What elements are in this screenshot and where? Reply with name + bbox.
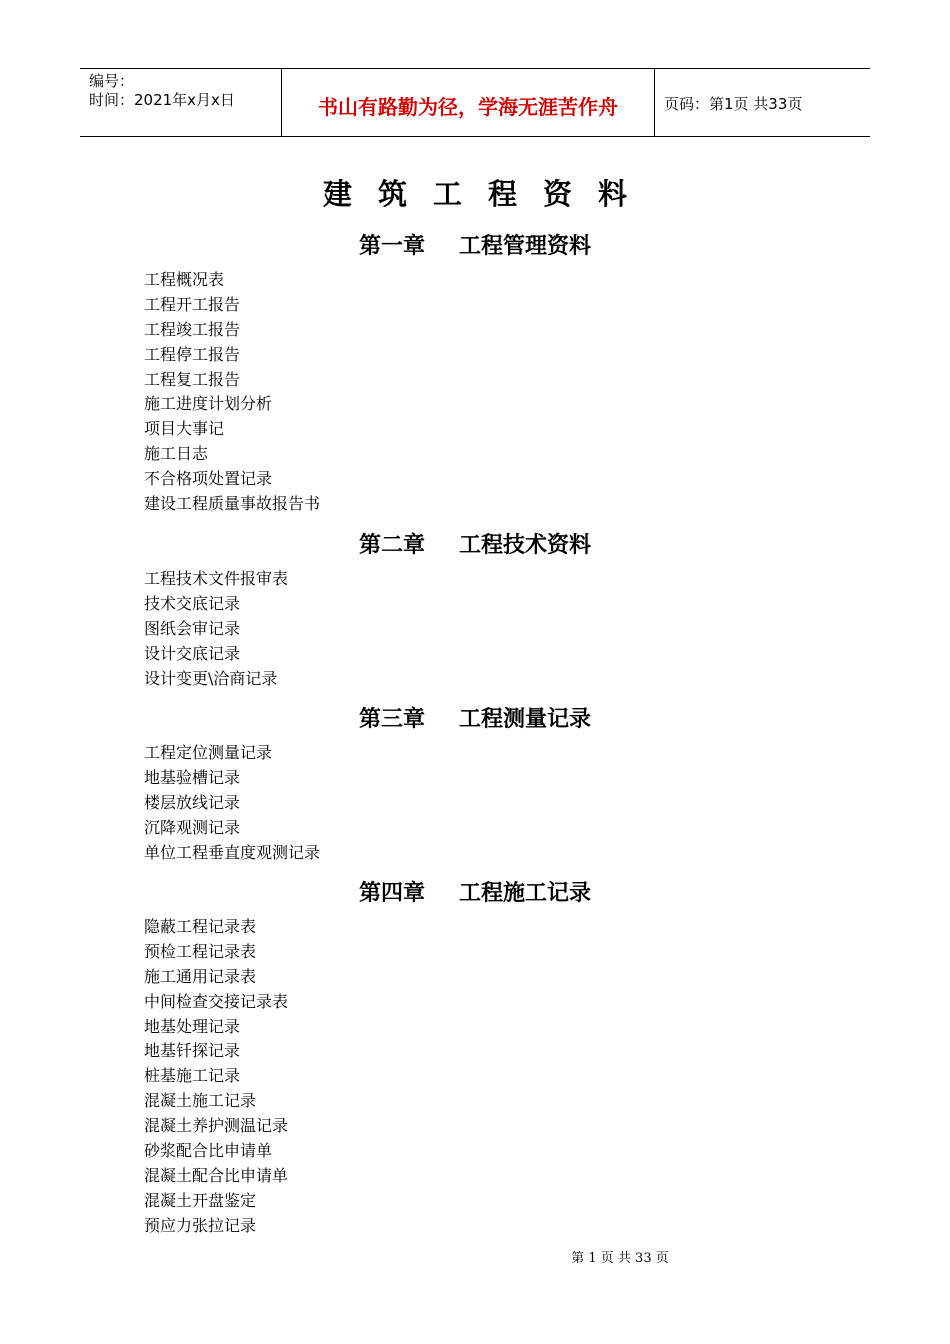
list-item: 工程停工报告	[144, 344, 241, 364]
list-item: 楼层放线记录	[144, 792, 241, 812]
list-item: 混凝土开盘鉴定	[144, 1190, 257, 1210]
list-item: 工程竣工报告	[144, 319, 241, 339]
list-item: 工程定位测量记录	[144, 743, 273, 762]
page-info: 页码：第1页 共33页	[664, 95, 803, 113]
list-item: 预检工程记录表	[144, 941, 257, 961]
chapter-heading-4	[0, 876, 950, 907]
list-item: 设计交底记录	[144, 643, 241, 663]
list-item: 预应力张拉记录	[144, 1215, 257, 1235]
list-item: 工程概况表	[144, 270, 225, 289]
list-item: 施工通用记录表	[144, 966, 257, 986]
page-footer: 第 1 页 共 33 页	[571, 1251, 669, 1266]
list-item: 中间检查交接记录表	[144, 991, 289, 1011]
list-item: 隐蔽工程记录表	[144, 917, 257, 936]
list-item: 施工进度计划分析	[144, 394, 273, 414]
chapter-1-items	[144, 268, 320, 517]
list-item: 技术交底记录	[144, 593, 241, 613]
chapter-name: 工程测量记录	[459, 707, 592, 732]
list-item: 工程开工报告	[144, 294, 241, 314]
chapter-heading-1	[0, 229, 950, 260]
header-left-cell	[80, 69, 282, 136]
chapter-number: 第三章	[358, 707, 425, 732]
list-item: 单位工程垂直度观测记录	[144, 842, 321, 862]
page-header	[80, 68, 870, 137]
number-label: 编号：	[89, 72, 135, 90]
chapter-number: 第四章	[358, 881, 425, 906]
chapter-name: 工程施工记录	[459, 881, 592, 906]
list-item: 混凝土养护测温记录	[144, 1116, 289, 1136]
list-item: 工程复工报告	[144, 369, 241, 389]
header-center-cell	[282, 69, 655, 136]
list-item: 沉降观测记录	[144, 817, 241, 837]
chapter-3-items	[144, 741, 320, 865]
list-item: 设计变更\洽商记录	[144, 668, 278, 688]
list-item: 图纸会审记录	[144, 618, 241, 638]
motto-text: 书山有路勤为径，学海无涯苦作舟	[318, 95, 618, 119]
list-item: 地基钎探记录	[144, 1041, 241, 1061]
chapter-number: 第一章	[358, 234, 425, 259]
list-item: 地基处理记录	[144, 1016, 241, 1036]
header-right-cell	[655, 69, 870, 136]
list-item: 工程技术文件报审表	[144, 569, 289, 588]
list-item: 砂浆配合比申请单	[144, 1141, 273, 1161]
list-item: 项目大事记	[144, 419, 225, 439]
list-item: 不合格项处置记录	[144, 469, 273, 489]
chapter-name: 工程技术资料	[459, 533, 592, 558]
date-line: 时间：2021年x月x日	[89, 91, 235, 109]
list-item: 建设工程质量事故报告书	[144, 494, 321, 514]
list-item: 混凝土施工记录	[144, 1091, 257, 1111]
list-item: 桩基施工记录	[144, 1066, 241, 1086]
chapter-heading-2	[0, 528, 950, 559]
list-item: 施工日志	[144, 444, 209, 464]
chapter-2-items	[144, 567, 288, 691]
list-item: 混凝土配合比申请单	[144, 1165, 289, 1185]
chapter-4-items	[144, 915, 288, 1239]
chapter-name: 工程管理资料	[459, 234, 592, 259]
list-item: 地基验槽记录	[144, 767, 241, 787]
chapter-number: 第二章	[358, 533, 425, 558]
chapter-heading-3	[0, 702, 950, 733]
document-title: 建筑工程资料	[322, 177, 653, 211]
